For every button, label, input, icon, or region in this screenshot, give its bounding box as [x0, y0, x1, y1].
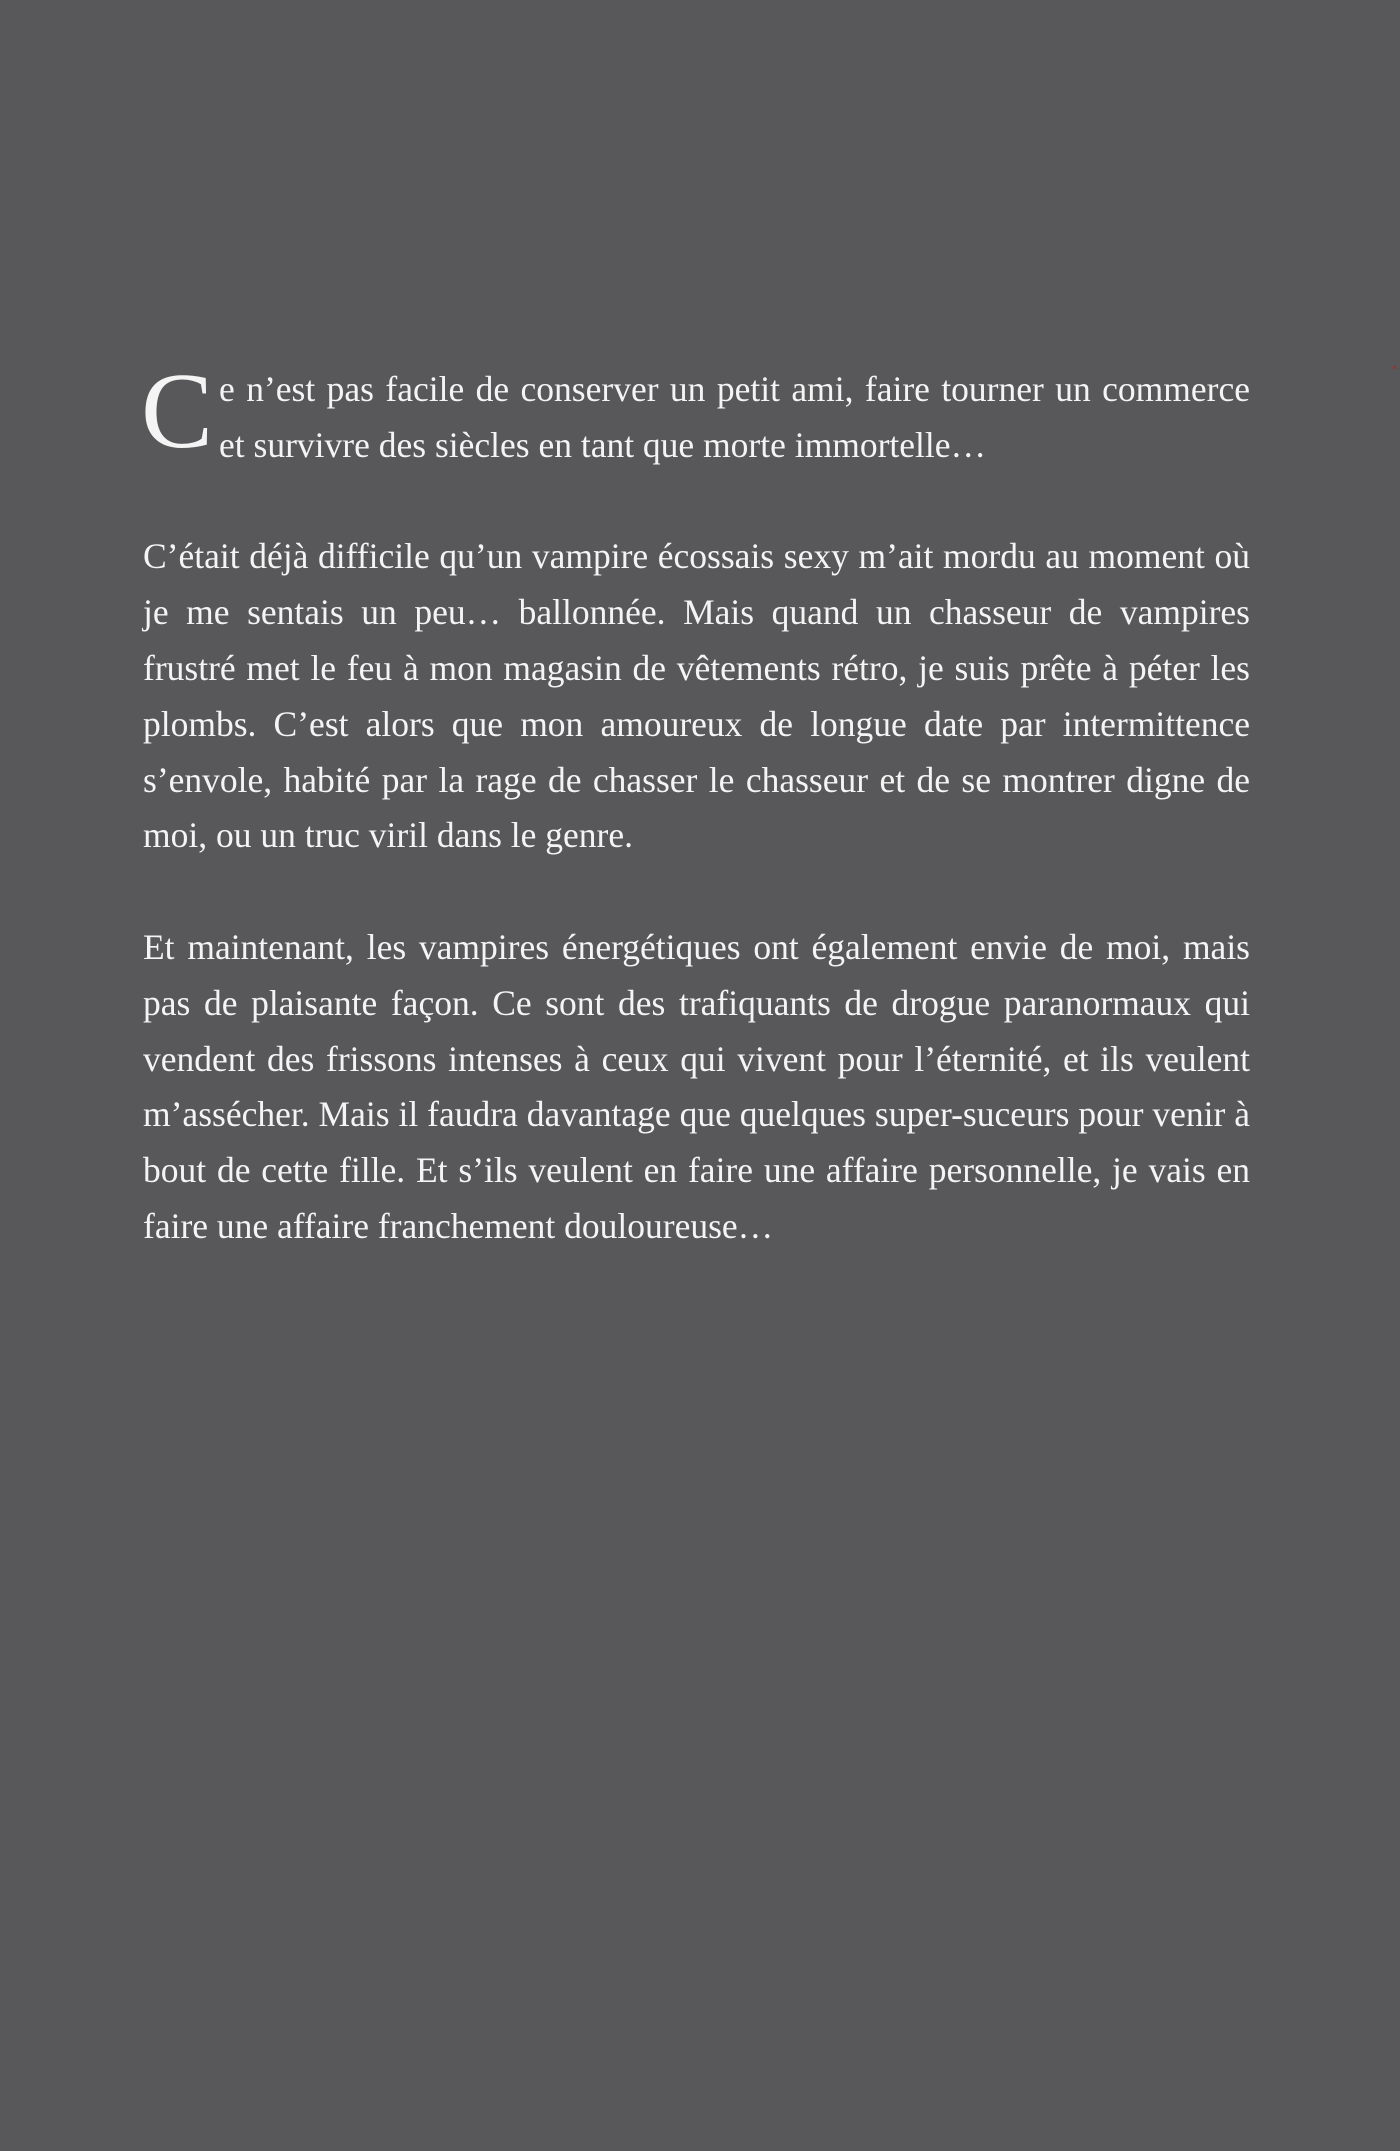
blurb-paragraph-3: Et maintenant, les vampires énergétiques ont également envie de moi, mais pas de plaisante façon. Ce sont des trafiquants de drogue paranormaux qui vendent des frissons intenses à ceux qui vivent pour l’éternité, et ils veulent m’assécher. Mais il faudra davantage que quelques super-suceurs pour venir à bout de cette fille. Et s’ils veulent en faire une affaire personnelle, je vais en faire une affaire franchement douloureuse…: [143, 926, 1250, 1246]
blurb-paragraph-2: C’était déjà difficile qu’un vampire écossais sexy m’ait mordu au moment où je me sentais un peu… ballonnée. Mais quand un chasseur de vampires frustré met le feu à mon magasin de vêtements rétro, je suis prête à péter les plombs. C’est alors que mon amoureux de longue date par intermittence s’envole, habité par la rage de chasser le chasseur et de se montrer digne de moi, ou un truc viril dans le genre.: [143, 536, 1250, 856]
blurb-paragraph-1-text: e n’est pas facile de conserver un petit ami, faire tourner un commerce et survivre des siècles en tant que morte immortelle…: [219, 369, 1250, 465]
back-cover-blurb: [141, 352, 1250, 1311]
blurb-paragraph-1: [141, 352, 1250, 474]
edge-mark: [1393, 366, 1396, 369]
drop-cap: C: [141, 352, 214, 471]
